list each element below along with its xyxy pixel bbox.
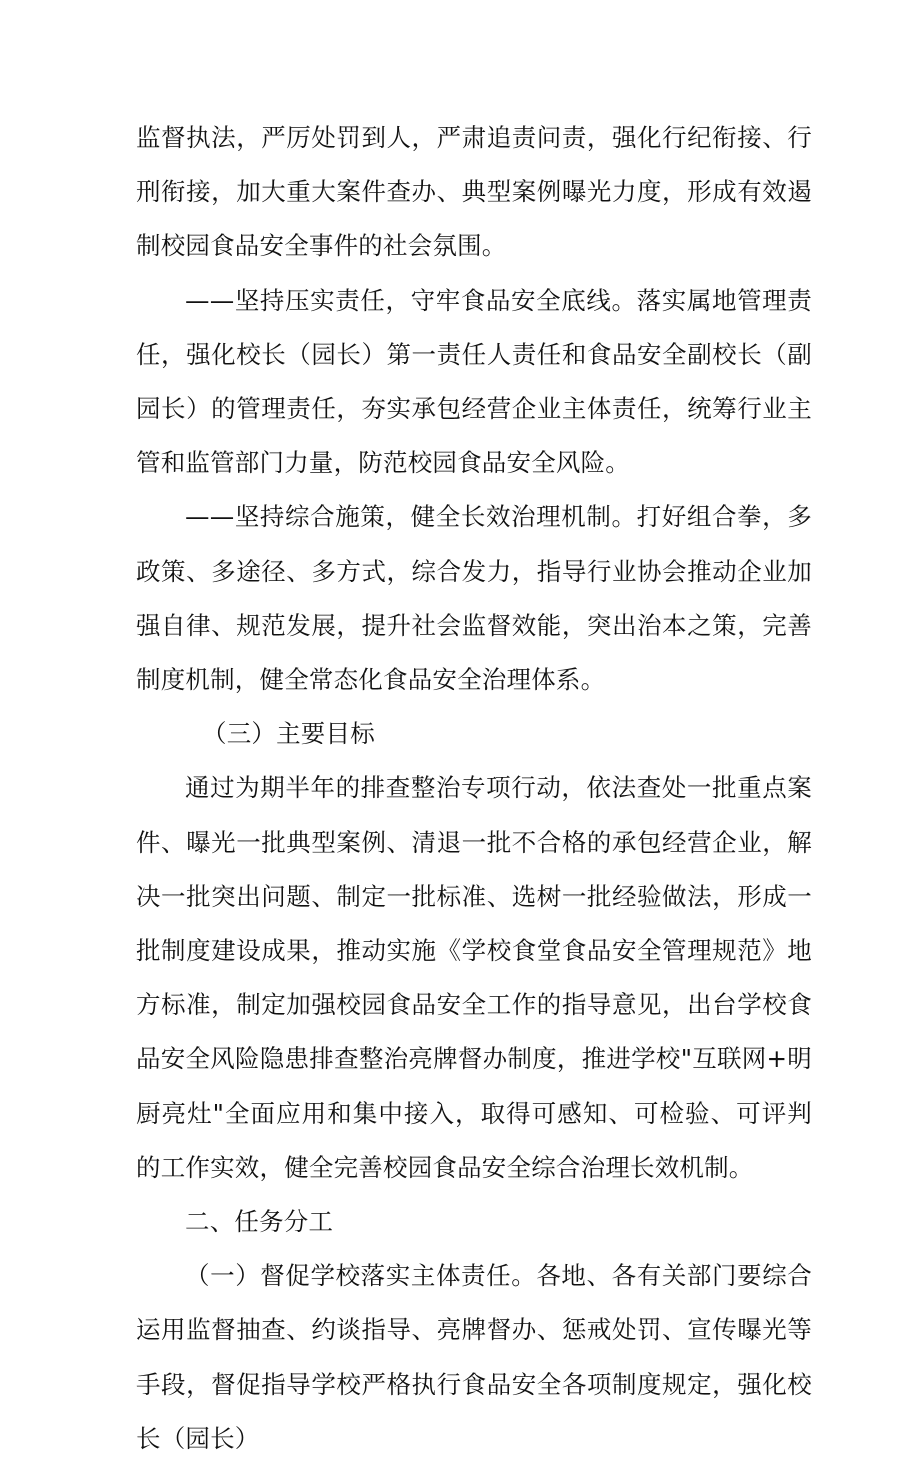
- paragraph-task-one: （一）督促学校落实主体责任。各地、各有关部门要综合运用监督抽查、约谈指导、亮牌督办、惩戒处罚、宣传曝光等手段，督促指导学校严格执行食品安全各项制度规定，强化校长（园长）: [136, 1261, 812, 1453]
- paragraph-main-goals: 通过为期半年的排查整治专项行动，依法查处一批重点案件、曝光一批典型案例、清退一批不合格的承包经营企业，解决一批突出问题、制定一批标准、选树一批经验做法，形成一批制度建设成果，推动实施《学校食堂食品安全管理规范》地方标准，制定加强校园食品安全工作的指导意见，出台学校食品安全风险隐患排查整治亮牌督办制度，推进学校"互联网+明厨亮灶"全面应用和集中接入，取得可感知、可检验、可评判的工作实效，健全完善校园食品安全综合治理长效机制。: [136, 773, 812, 1182]
- document-body: [136, 111, 812, 1466]
- paragraph-continuation: 监督执法，严厉处罚到人，严肃追责问责，强化行纪衔接、行刑衔接，加大重大案件查办、典型案例曝光力度，形成有效遏制校园食品安全事件的社会氛围。: [136, 123, 812, 261]
- paragraph-principle-comprehensive: ——坚持综合施策，健全长效治理机制。打好组合拳，多政策、多途径、多方式，综合发力，指导行业协会推动企业加强自律、规范发展，提升社会监督效能，突出治本之策，完善制度机制，健全常态化食品安全治理体系。: [136, 502, 812, 695]
- paragraph-principle-responsibility: ——坚持压实责任，守牢食品安全底线。落实属地管理责任，强化校长（园长）第一责任人责任和食品安全副校长（副园长）的管理责任，夯实承包经营企业主体责任，统筹行业主管和监管部门力量，防范校园食品安全风险。: [136, 285, 812, 478]
- subheading-main-goals: （三）主要目标: [202, 719, 375, 749]
- heading-task-division: 二、任务分工: [185, 1207, 334, 1237]
